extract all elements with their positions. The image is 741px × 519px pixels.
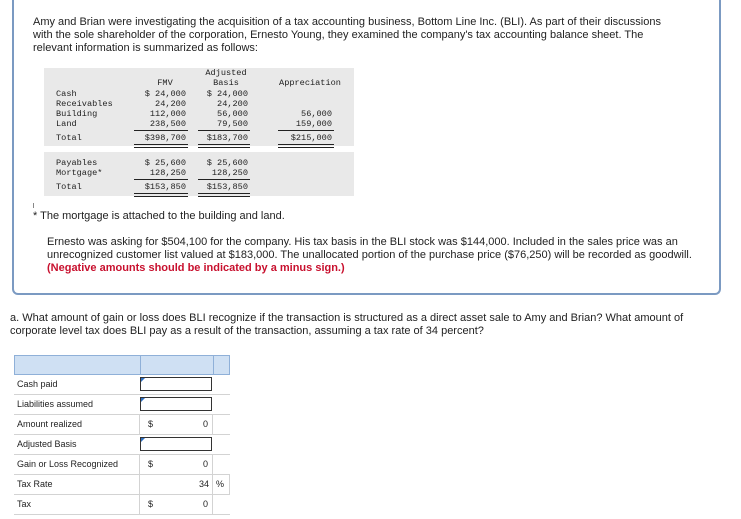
details-text: Ernesto was asking for $504,100 for the company. His tax basis in the BLI stock was $144,000. Included in the sales price was an unrecognized customer list valued at $183,000. The unallocated portion of the purchase price ($76,250) will be recorded as goodwill. [47, 236, 692, 261]
header-adjusted: Adjusted [205, 68, 247, 78]
amount-realized-value: 0 [202, 419, 208, 429]
asset-fmv: $ 24,000 [144, 89, 186, 99]
table-row [14, 375, 230, 395]
table-row [14, 415, 230, 435]
asset-appreciation: 159,000 [295, 119, 332, 129]
gain-loss-value: 0 [202, 459, 208, 469]
table-row [14, 395, 230, 415]
row-label-tax-rate: Tax Rate [17, 479, 53, 489]
table-row [14, 495, 230, 515]
liabilities-assumed-input[interactable] [140, 397, 212, 411]
liab-total-fmv: $153,850 [144, 182, 186, 192]
liability-label: Payables [56, 158, 98, 168]
assets-total-fmv: $398,700 [144, 133, 186, 143]
asset-basis: 79,500 [217, 119, 248, 129]
negative-amount-note: (Negative amounts should be indicated by a minus sign.) [47, 262, 345, 274]
tax-rate-value: 34 [198, 479, 209, 489]
gain-loss-dollar: $ [148, 459, 154, 469]
mortgage-footnote: * The mortgage is attached to the building and land. [33, 210, 285, 222]
row-label-adjusted-basis: Adjusted Basis [17, 439, 77, 449]
asset-label: Land [56, 119, 77, 129]
asset-label: Receivables [56, 99, 113, 109]
row-label-liabilities-assumed: Liabilities assumed [17, 399, 94, 409]
liability-fmv: 128,250 [149, 168, 186, 178]
row-label-gain-loss: Gain or Loss Recognized [17, 459, 119, 469]
row-label-tax: Tax [17, 499, 32, 509]
row-label-amount-realized: Amount realized [17, 419, 83, 429]
asset-fmv: 238,500 [149, 119, 186, 129]
table-row [14, 455, 230, 475]
asset-basis: $ 24,000 [206, 89, 248, 99]
answer-table-header [14, 355, 230, 375]
assets-total-appreciation: $215,000 [290, 133, 332, 143]
asset-fmv: 112,000 [149, 109, 186, 119]
problem-details [47, 236, 697, 275]
header-basis: Basis [213, 78, 239, 88]
tax-rate-percent: % [216, 479, 225, 489]
asset-appreciation: 56,000 [301, 109, 332, 119]
assets-total-basis: $183,700 [206, 133, 248, 143]
asset-label: Cash [56, 89, 77, 99]
adjusted-basis-input[interactable] [140, 437, 212, 451]
tax-dollar: $ [148, 499, 154, 509]
tax-value: 0 [202, 499, 208, 509]
problem-intro: Amy and Brian were investigating the acquisition of a tax accounting business, Bottom Line Inc. (BLI). As part of their discussions with the sole shareholder of the corporation, Ernesto Young, they examined the company's tax accounting balance sheet. The relevant information is summarized as follows: [33, 16, 661, 54]
asset-fmv: 24,200 [155, 99, 186, 109]
liability-label: Mortgage* [56, 168, 103, 178]
liab-total-basis: $153,850 [206, 182, 248, 192]
row-label-cash-paid: Cash paid [17, 379, 58, 389]
table-row [14, 435, 230, 455]
liability-basis: 128,250 [211, 168, 248, 178]
divider-tick [33, 203, 34, 208]
answer-table [14, 355, 230, 515]
amount-realized-dollar: $ [148, 419, 154, 429]
assets-total-label: Total [56, 133, 82, 143]
asset-label: Building [56, 109, 98, 119]
cash-paid-input[interactable] [140, 377, 212, 391]
table-row [14, 475, 230, 495]
header-fmv: FMV [157, 78, 173, 88]
header-appreciation: Appreciation [279, 78, 341, 88]
asset-basis: 24,200 [217, 99, 248, 109]
question-a: a. What amount of gain or loss does BLI recognize if the transaction is structured as a direct asset sale to Amy and Brian? What amount of corporate level tax does BLI pay as a result of the transaction, assuming a tax rate of 34 percent? [10, 312, 684, 337]
asset-basis: 56,000 [217, 109, 248, 119]
liability-fmv: $ 25,600 [144, 158, 186, 168]
liability-basis: $ 25,600 [206, 158, 248, 168]
liab-total-label: Total [56, 182, 82, 192]
